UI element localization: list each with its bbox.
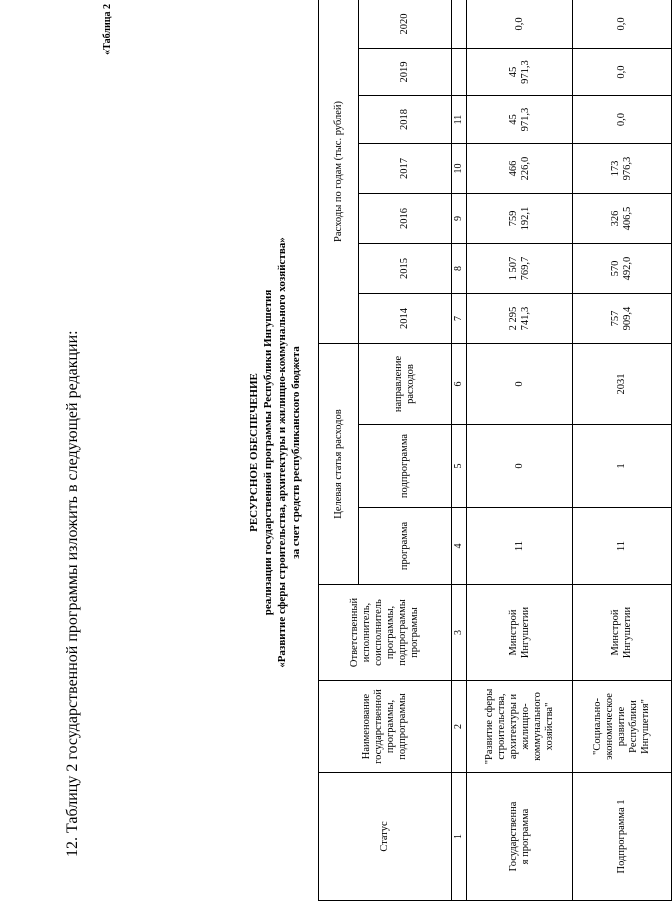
- cell-line: 0,0: [616, 112, 627, 127]
- col-number: 7: [452, 294, 467, 344]
- header-status: Статус: [319, 773, 452, 901]
- table-row: [467, 0, 573, 901]
- heading-line-2: реализации государственной программы Республики Ингушетия: [262, 289, 274, 616]
- heading-line-3: «Развитие сферы строительства, архитектуры и жилищно-коммунального хозяйства»: [276, 237, 288, 668]
- row-value-2018: [467, 96, 573, 144]
- cell-line: соисполнитель: [373, 599, 384, 666]
- cell-line: Ингушетия": [640, 699, 651, 754]
- col-number: [452, 0, 467, 49]
- cell-line: 570: [610, 260, 621, 277]
- cell-line: 492,0: [622, 256, 633, 281]
- col-number: 11: [452, 96, 467, 144]
- col-number: [452, 49, 467, 96]
- col-number: 10: [452, 144, 467, 194]
- cell-line: 0,0: [513, 17, 525, 31]
- cell-line: расходов: [405, 364, 416, 404]
- header-year-2014: 2014: [359, 294, 452, 344]
- cell-line: 326: [610, 210, 621, 227]
- row-executor: [467, 585, 573, 681]
- cell-line: программы,: [385, 605, 396, 660]
- col-number: 8: [452, 244, 467, 294]
- header-name: [319, 681, 452, 773]
- row-value-2017: [467, 144, 573, 194]
- header-years-group: Расходы по годам (тыс. рублей): [319, 0, 359, 344]
- row-value-2019: [573, 49, 672, 96]
- row-value-2016: [573, 194, 672, 244]
- cell-line: строительства,: [495, 693, 507, 760]
- cell-line: 759: [507, 210, 519, 227]
- cell-line: 192,1: [519, 206, 531, 231]
- cell-line: жилищно-: [519, 703, 531, 750]
- cell-line: 2 295: [507, 306, 519, 331]
- cell-line: Наименование: [361, 693, 372, 760]
- col-number: 5: [452, 425, 467, 508]
- cell-line: 971,3: [519, 60, 531, 84]
- cell-line: Государственна: [507, 801, 519, 872]
- cell-line: 769,7: [519, 256, 531, 281]
- row-value-2014: [573, 294, 672, 344]
- row-direction: 2031: [573, 344, 672, 425]
- col-number: 9: [452, 194, 467, 244]
- cell-line: программы: [409, 607, 420, 658]
- row-status: [467, 773, 573, 901]
- cell-line: Подпрограмма 1: [616, 799, 627, 874]
- row-value-2020: [467, 0, 573, 49]
- cell-line: 226,0: [519, 156, 531, 181]
- cell-line: 45: [507, 66, 519, 78]
- header-year-2017: 2017: [359, 144, 452, 194]
- cell-line: 173: [610, 160, 621, 177]
- table-row: [573, 0, 672, 901]
- header-direction: [359, 344, 452, 425]
- row-subprogram: 0: [467, 425, 573, 508]
- table-label: «Таблица 2: [102, 4, 113, 55]
- heading-line-1: РЕСУРСНОЕ ОБЕСПЕЧЕНИЕ: [248, 373, 260, 532]
- row-name: [573, 681, 672, 773]
- cell-line: хозяйства": [543, 702, 555, 751]
- row-value-2018: [573, 96, 672, 144]
- col-number: 1: [452, 773, 467, 901]
- row-subprogram: 1: [573, 425, 672, 508]
- cell-line: архитектуры и: [507, 693, 519, 760]
- row-program: 11: [573, 508, 672, 585]
- row-value-2020: [573, 0, 672, 49]
- header-target-group: Целевая статья расходов: [319, 344, 359, 585]
- cell-line: 971,3: [519, 107, 531, 132]
- cell-line: экономическое: [604, 693, 615, 760]
- row-value-2016: [467, 194, 573, 244]
- header-year-2019: 2019: [359, 49, 452, 96]
- cell-line: 406,5: [622, 206, 633, 231]
- header-program: программа: [359, 508, 452, 585]
- row-value-2015: [573, 244, 672, 294]
- cell-line: развитие: [616, 706, 627, 747]
- cell-line: "Социально-: [592, 698, 603, 755]
- cell-line: Минстрой: [507, 609, 519, 656]
- cell-line: я программа: [519, 808, 531, 865]
- row-value-2015: [467, 244, 573, 294]
- cell-line: Республики: [628, 700, 639, 753]
- cell-line: 976,3: [622, 156, 633, 181]
- heading-line-4: за счет средств республиканского бюджета: [290, 346, 302, 559]
- cell-line: 466: [507, 160, 519, 177]
- cell-line: 0,0: [616, 17, 627, 31]
- row-executor: [573, 585, 672, 681]
- header-year-2020: 2020: [359, 0, 452, 49]
- col-number: 2: [452, 681, 467, 773]
- cell-line: 757: [610, 310, 621, 327]
- column-number-row: [452, 0, 467, 901]
- cell-line: 1 507: [507, 256, 519, 281]
- cell-line: исполнитель,: [361, 602, 372, 663]
- row-name: [467, 681, 573, 773]
- header-year-2016: 2016: [359, 194, 452, 244]
- header-year-2015: 2015: [359, 244, 452, 294]
- table-heading: [247, 0, 303, 905]
- header-executor: [319, 585, 452, 681]
- row-direction: 0: [467, 344, 573, 425]
- cell-line: подпрограммы: [397, 599, 408, 666]
- cell-line: подпрограммы: [397, 693, 408, 760]
- row-status: [573, 773, 672, 901]
- cell-line: Ингушетии: [622, 606, 633, 659]
- row-value-2019: [467, 49, 573, 96]
- cell-line: государственной: [373, 689, 384, 764]
- col-number: 3: [452, 585, 467, 681]
- cell-line: Минстрой: [610, 609, 621, 656]
- cell-line: Ответственный: [349, 597, 360, 668]
- cell-line: Ингушетии: [519, 606, 531, 659]
- cell-line: 909,4: [622, 306, 633, 331]
- row-value-2014: [467, 294, 573, 344]
- cell-line: коммунального: [531, 692, 543, 761]
- row-program: 11: [467, 508, 573, 585]
- cell-line: направление: [393, 355, 404, 413]
- intro-text: 12. Таблицу 2 государственной программы изложить в следующей редакции:: [64, 330, 81, 857]
- cell-line: "Развитие сферы: [483, 688, 495, 765]
- resource-table: [318, 0, 672, 901]
- cell-line: 0,0: [616, 65, 627, 79]
- row-value-2017: [573, 144, 672, 194]
- cell-line: программы,: [385, 699, 396, 754]
- header-subprogram: подпрограмма: [359, 425, 452, 508]
- col-number: 4: [452, 508, 467, 585]
- cell-line: 45: [507, 114, 519, 125]
- header-year-2018: 2018: [359, 96, 452, 144]
- col-number: 6: [452, 344, 467, 425]
- cell-line: 741,3: [519, 306, 531, 331]
